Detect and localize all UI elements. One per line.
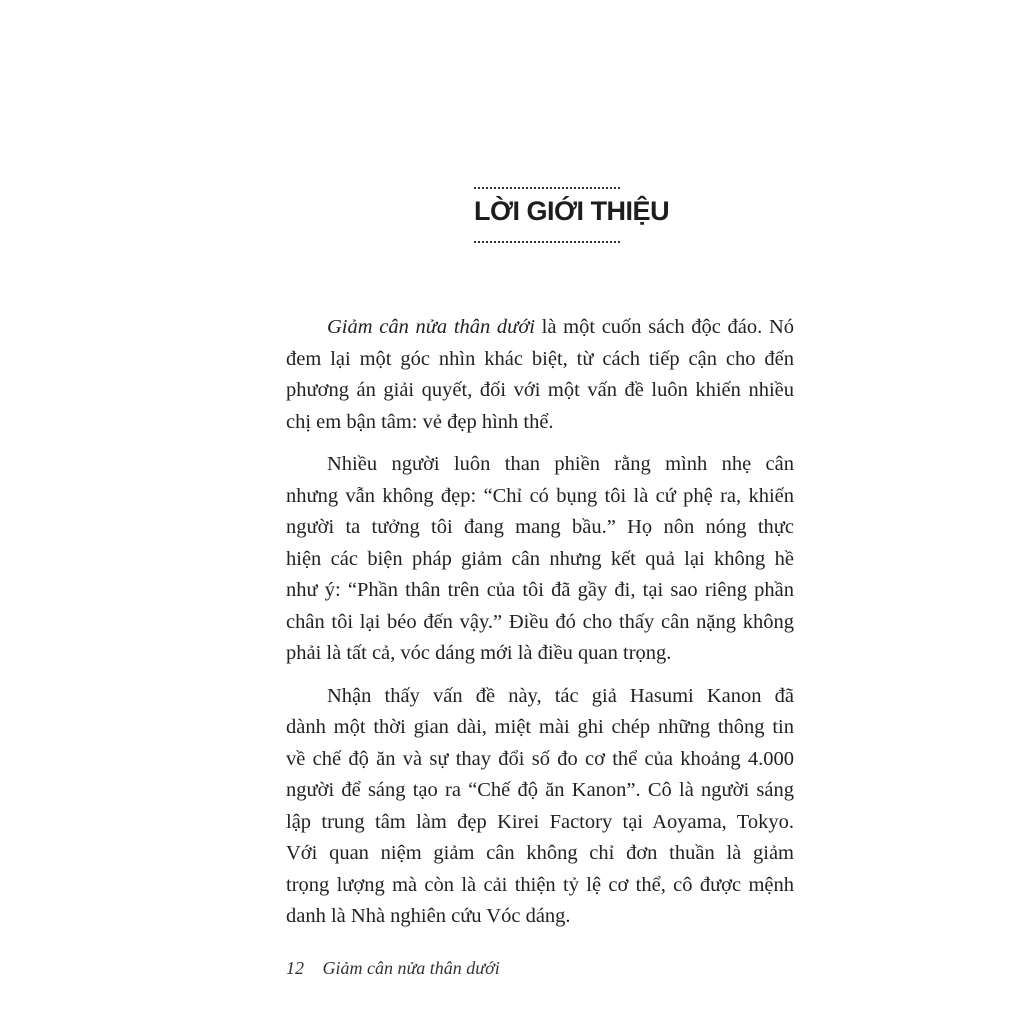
paragraph-line <box>286 712 794 744</box>
paragraph-line <box>286 607 794 639</box>
title-top-rule <box>474 187 620 189</box>
body-text <box>286 312 794 933</box>
paragraph-line <box>286 744 794 776</box>
paragraph-line <box>286 838 794 870</box>
line-text: nhưng vẫn không đẹp: “Chỉ có bụng tôi là cứ phệ ra, khiến <box>286 484 794 507</box>
line-text: người ta tưởng tôi đang mang bầu.” Họ nôn nóng thực <box>286 516 794 538</box>
line-text: trọng lượng mà còn là cải thiện tỷ lệ cơ thể, cô được mệnh <box>286 873 794 896</box>
line-text: lập trung tâm làm đẹp Kirei Factory tại Aoyama, Tokyo. <box>286 810 794 833</box>
paragraph-line <box>286 775 794 807</box>
paragraph-line <box>286 312 794 344</box>
paragraph-line <box>286 638 794 670</box>
paragraph-line <box>286 575 794 607</box>
line-text: chị em bận tâm: vẻ đẹp hình thể. <box>286 410 554 433</box>
line-text: hiện các biện pháp giảm cân nhưng kết quả lại không hề <box>286 547 794 570</box>
running-title: Giảm cân nửa thân dưới <box>322 958 500 978</box>
page-title: LỜI GIỚI THIỆU <box>474 196 670 226</box>
paragraph-line <box>286 807 794 839</box>
paragraph-line <box>286 870 794 902</box>
page-number: 12 <box>286 958 304 978</box>
line-text: như ý: “Phần thân trên của tôi đã gầy đi, tại sao riêng phần <box>286 579 794 601</box>
line-text: dành một thời gian dài, miệt mài ghi chép những thông tin <box>286 716 794 738</box>
line-text: phải là tất cả, vóc dáng mới là điều quan trọng. <box>286 642 672 664</box>
paragraph-line <box>286 481 794 513</box>
line-text: chân tôi lại béo đến vậy.” Điều đó cho thấy cân nặng không <box>286 610 794 633</box>
line-text: Nhận thấy vấn đề này, tác giả Hasumi Kanon đã <box>327 684 794 707</box>
line-text: là một cuốn sách độc đáo. Nó <box>535 316 794 338</box>
paragraph-line <box>286 901 794 933</box>
line-text: người để sáng tạo ra “Chế độ ăn Kanon”. Cô là người sáng <box>286 779 794 801</box>
paragraph-line <box>286 344 794 376</box>
paragraph-line <box>286 375 794 407</box>
paragraph-line <box>286 544 794 576</box>
book-title-italic: Giảm cân nửa thân dưới <box>327 316 536 338</box>
line-text: phương án giải quyết, đối với một vấn đề luôn khiến nhiều <box>286 379 794 401</box>
paragraph-line <box>286 681 794 713</box>
paragraph-line <box>286 407 794 439</box>
paragraph-line <box>286 449 794 481</box>
title-bottom-rule <box>474 241 620 243</box>
page-footer <box>286 958 500 979</box>
line-text: về chế độ ăn và sự thay đổi số đo cơ thể của khoảng 4.000 <box>286 747 794 770</box>
paragraph-line <box>286 512 794 544</box>
line-text: Với quan niệm giảm cân không chỉ đơn thuần là giảm <box>286 842 794 864</box>
line-text: danh là Nhà nghiên cứu Vóc dáng. <box>286 905 571 927</box>
line-text: đem lại một góc nhìn khác biệt, từ cách tiếp cận cho đến <box>286 347 794 370</box>
line-text: Nhiều người luôn than phiền rằng mình nhẹ cân <box>327 453 794 475</box>
